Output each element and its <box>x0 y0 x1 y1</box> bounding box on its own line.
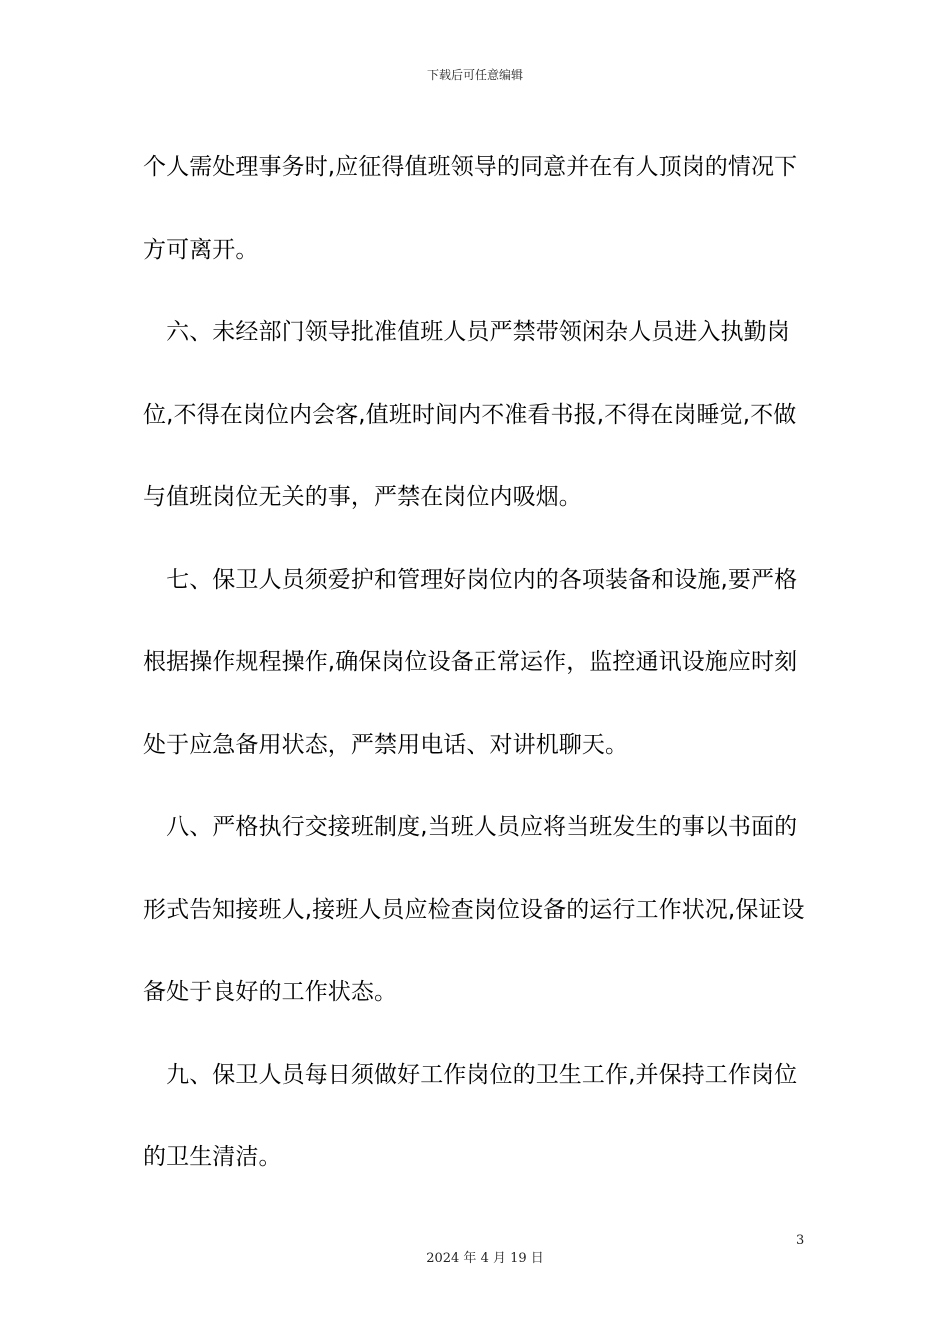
body-line: 位,不得在岗位内会客,值班时间内不准看书报,不得在岗睡觉,不做 <box>143 401 797 428</box>
body-line: 九、保卫人员每日须做好工作岗位的卫生工作,并保持工作岗位 <box>143 1061 798 1088</box>
body-line: 根据操作规程操作,确保岗位设备正常运作，监控通讯设施应时刻 <box>143 649 798 675</box>
page-number: 3 <box>796 1233 805 1248</box>
body-line: 与值班岗位无关的事，严禁在岗位内吸烟。 <box>143 484 582 510</box>
body-line: 备处于良好的工作状态。 <box>143 979 398 1005</box>
body-line: 八、严格执行交接班制度,当班人员应将当班发生的事以书面的 <box>143 814 798 840</box>
body-line: 的卫生清洁。 <box>143 1144 282 1170</box>
body-line: 处于应急备用状态，严禁用电话、对讲机聊天。 <box>143 731 629 758</box>
body-line: 方可离开。 <box>143 236 259 263</box>
page-header: 下载后可任意编辑 <box>426 68 523 82</box>
body-line: 个人需处理事务时,应征得值班领导的同意并在有人顶岗的情况下 <box>143 154 798 180</box>
body-line: 形式告知接班人,接班人员应检查岗位设备的运行工作状况,保证设 <box>143 896 805 923</box>
footer-date: 2024 年 4 月 19 日 <box>426 1251 544 1266</box>
body-line: 六、未经部门领导批准值班人员严禁带领闲杂人员进入执勤岗 <box>143 319 790 345</box>
document-body <box>143 126 813 1199</box>
body-line: 七、保卫人员须爱护和管理好岗位内的各项装备和设施,要严格 <box>143 566 798 593</box>
